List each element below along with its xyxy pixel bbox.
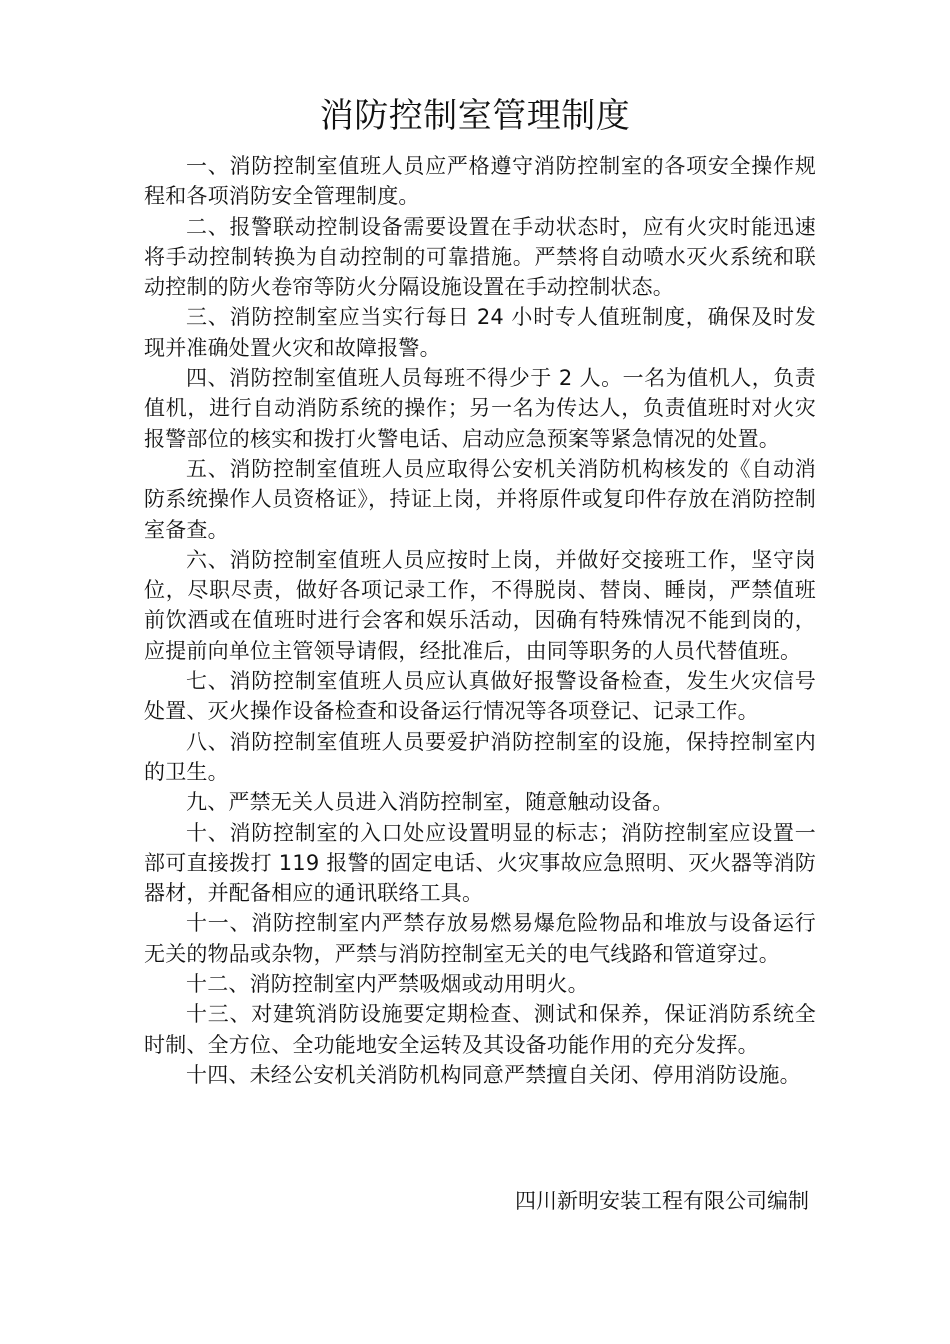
paragraph-6: 六、消防控制室值班人员应按时上岗，并做好交接班工作，坚守岗位，尽职尽责，做好各项记录工作，不得脱岗、替岗、睡岗，严禁值班前饮酒或在值班时进行会客和娱乐活动，因确有特殊情况不能到岗的，应提前向单位主管领导请假，经批准后，由同等职务的人员代替值班。 [144,547,816,663]
paragraph-11: 十一、消防控制室内严禁存放易燃易爆危险物品和堆放与设备运行无关的物品或杂物，严禁与消防控制室无关的电气线路和管道穿过。 [144,911,816,966]
paragraph-5: 五、消防控制室值班人员应取得公安机关消防机构核发的《自动消防系统操作人员资格证》，持证上岗，并将原件或复印件存放在消防控制室备查。 [144,456,816,542]
paragraph-8: 八、消防控制室值班人员要爱护消防控制室的设施，保持控制室内的卫生。 [144,729,816,784]
paragraph-9: 九、严禁无关人员进入消防控制室，随意触动设备。 [186,790,674,815]
document-body [144,151,816,1090]
paragraph-1: 一、消防控制室值班人员应严格遵守消防控制室的各项安全操作规程和各项消防安全管理制度。 [144,154,816,209]
paragraph-3: 三、消防控制室应当实行每日 24 小时专人值班制度，确保及时发现并准确处置火灾和故障报警。 [144,305,816,360]
paragraph-2: 二、报警联动控制设备需要设置在手动状态时，应有火灾时能迅速将手动控制转换为自动控制的可靠措施。严禁将自动喷水灭火系统和联动控制的防火卷帘等防火分隔设施设置在手动控制状态。 [144,214,816,300]
paragraph-4: 四、消防控制室值班人员每班不得少于 2 人。一名为值机人，负责值机，进行自动消防系统的操作；另一名为传达人，负责值班时对火灾报警部位的核实和拨打火警电话、启动应急预案等紧急情况的处置。 [144,366,816,451]
paragraph-10: 十、消防控制室的入口处应设置明显的标志；消防控制室应设置一部可直接拨打 119 报警的固定电话、火灾事故应急照明、灭火器等消防器材，并配备相应的通讯联络工具。 [144,820,816,906]
document-title: 消防控制室管理制度 [319,96,631,136]
paragraph-14: 十四、未经公安机关消防机构同意严禁擅自关闭、停用消防设施。 [186,1062,801,1087]
paragraph-13: 十三、对建筑消防设施要定期检查、测试和保养，保证消防系统全时制、全方位、全功能地安全运转及其设备功能作用的充分发挥。 [144,1002,816,1057]
paragraph-7: 七、消防控制室值班人员应认真做好报警设备检查，发生火灾信号处置、灭火操作设备检查和设备运行情况等各项登记、记录工作。 [144,669,816,724]
paragraph-12: 十二、消防控制室内严禁吸烟或动用明火。 [186,972,589,997]
document-signature: 四川新明安装工程有限公司编制 [515,1189,809,1213]
